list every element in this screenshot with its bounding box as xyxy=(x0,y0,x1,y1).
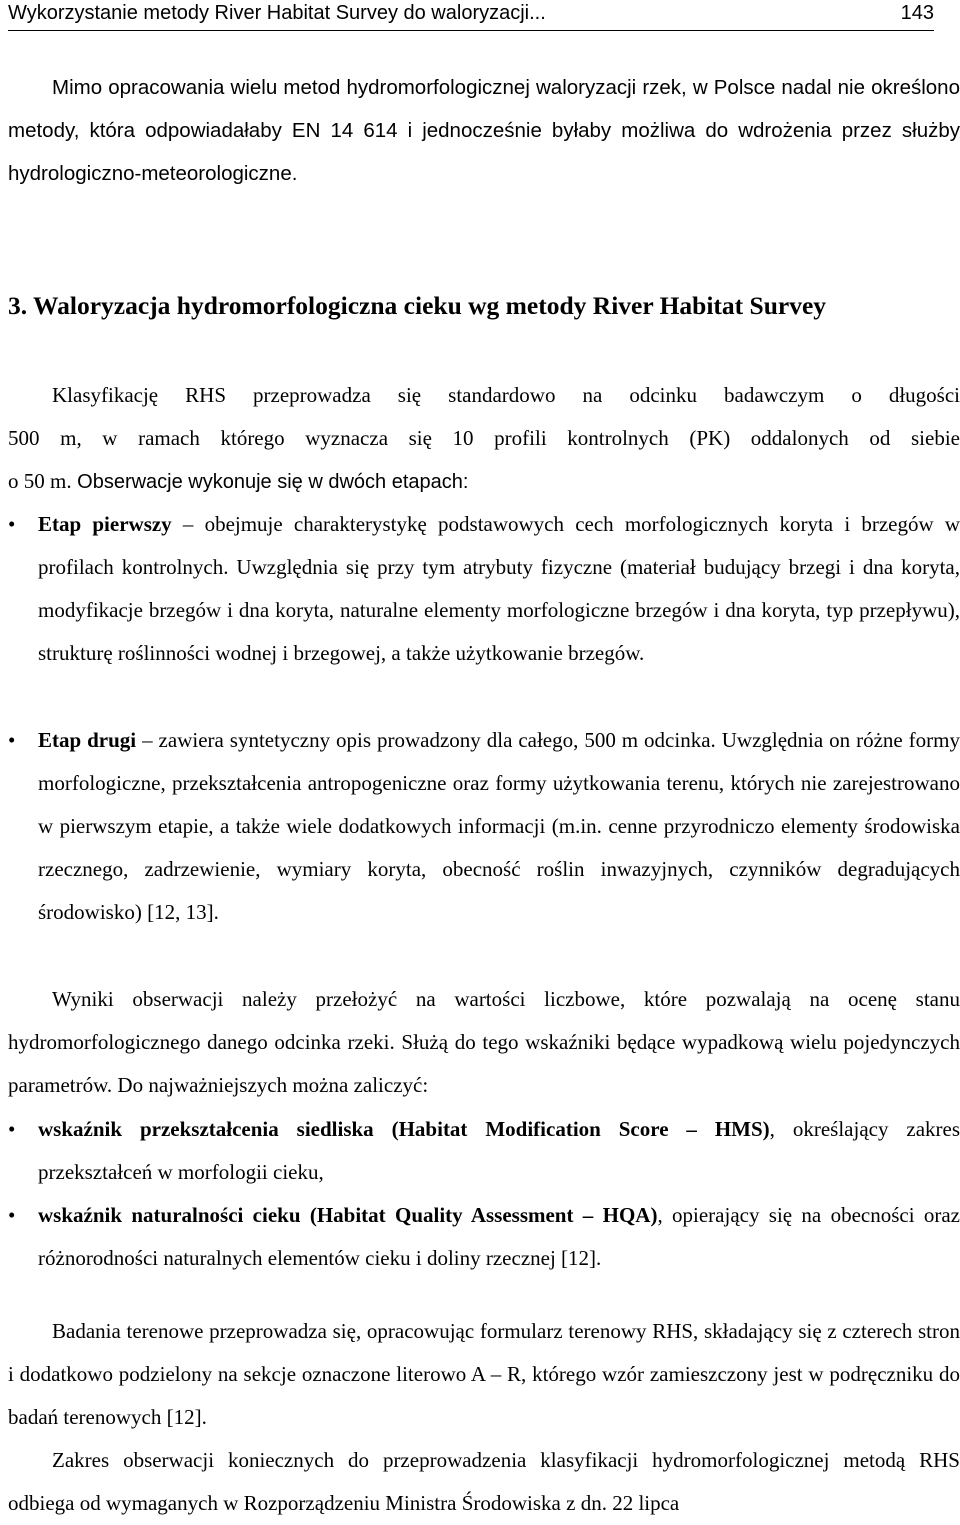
running-header xyxy=(8,0,934,31)
section-heading: 3. Waloryzacja hydromorfologiczna cieku wg metody River Habitat Survey xyxy=(8,291,827,320)
intro-paragraph: Mimo opracowania wielu metod hydromorfologicznej waloryzacji rzek, w Polsce nadal nie określono metody, która odpowiadałaby EN 14 614 i jednocześnie byłaby możliwa do wdrożenia przez służby hydrologiczno-meteorologiczne. xyxy=(8,76,960,185)
bullet-icon: • xyxy=(8,1117,16,1141)
hqa-indicator-item: wskaźnik naturalności cieku (Habitat Quality Assessment – HQA), opierający się na obecności oraz różnorodności naturalnych elementów cieku i doliny rzecznej [12]. xyxy=(38,1203,960,1270)
stage2-label: Etap drugi xyxy=(38,728,137,752)
bullet-icon: • xyxy=(8,1203,16,1227)
field-paragraph: Badania terenowe przeprowadza się, opracowując formularz terenowy RHS, składający się z czterech stron i dodatkowo podzielony na sekcje oznaczone literowo A – R, którego wzór zamieszczony jest w podręczniku do badań terenowych [12]. xyxy=(8,1319,960,1429)
page-number: 143 xyxy=(900,2,934,24)
hms-label: wskaźnik przekształcenia siedliska (Habitat Modification Score – HMS) xyxy=(38,1117,770,1141)
running-title: Wykorzystanie metody River Habitat Survey do waloryzacji... xyxy=(8,2,546,24)
bullet-icon: • xyxy=(8,512,16,536)
results-paragraph: Wyniki obserwacji należy przełożyć na wartości liczbowe, które pozwalają na ocenę stanu hydromorfologicznego danego odcinka rzeki. Służą do tego wskaźniki będące wypadkową wielu pojedynczych parametrów. Do najważniejszych można zaliczyć: xyxy=(8,987,960,1097)
bullet-icon: • xyxy=(8,728,16,752)
stage2-item: Etap drugi – zawiera syntetyczny opis prowadzony dla całego, 500 m odcinka. Uwzględnia on różne formy morfologiczne, przekształcenia antropogeniczne oraz formy użytkowania terenu, których nie zarejestrowano w pierwszym etapie, a także wiele dodatkowych informacji (m.in. cenne przyrodniczo elementy środowiska rzecznego, zadrzewienie, wymiary koryta, obecność roślin inwazyjnych, czynników degradujących środowisko) [12, 13]. xyxy=(38,728,960,924)
stage1-item: Etap pierwszy – obejmuje charakterystykę podstawowych cech morfologicznych koryta i brzegów w profilach kontrolnych. Uwzględnia się przy tym atrybuty fizyczne (materiał budujący brzegi i dna koryta, modyfikacje brzegów i dna koryta, naturalne elementy morfologiczne brzegów i dna koryta, typ przepływu), strukturę roślinności wodnej i brzegowej, a także użytkowanie brzegów. xyxy=(38,512,960,665)
para-rhs-line2: 500 m, w ramach którego wyznacza się 10 profili kontrolnych (PK) oddalonych od siebie xyxy=(8,426,960,450)
hms-indicator-item: wskaźnik przekształcenia siedliska (Habitat Modification Score – HMS), określający zakres przekształceń w morfologii cieku, xyxy=(38,1117,960,1184)
para-rhs-line3: o 50 m. Obserwacje wykonuje się w dwóch etapach: xyxy=(8,469,469,493)
scope-paragraph: Zakres obserwacji koniecznych do przeprowadzenia klasyfikacji hydromorfologicznej metodą RHS odbiega od wymaganych w Rozporządzeniu Ministra Środowiska z dn. 22 lipca xyxy=(8,1448,960,1515)
hqa-label: wskaźnik naturalności cieku (Habitat Quality Assessment – HQA) xyxy=(38,1203,658,1227)
para-rhs-line1: Klasyfikację RHS przeprowadza się standardowo na odcinku badawczym o długości xyxy=(52,383,960,407)
stage1-label: Etap pierwszy xyxy=(38,512,172,536)
